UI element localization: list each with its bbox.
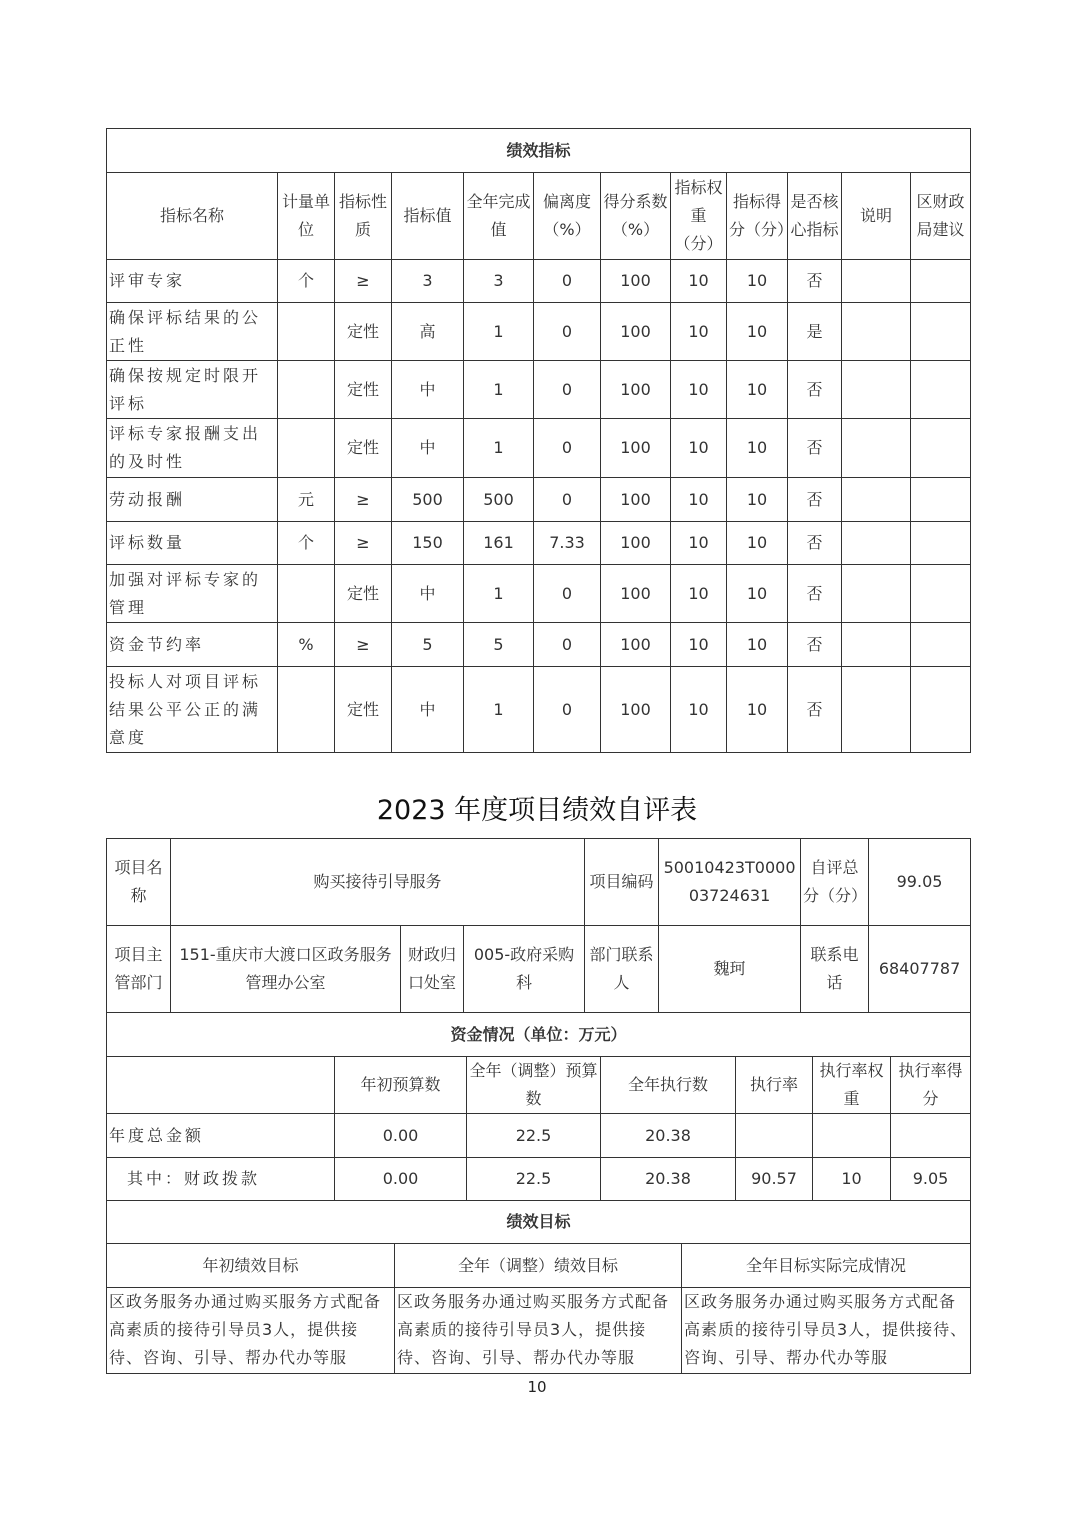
table-cell — [842, 623, 911, 667]
table-cell: 22.5 — [467, 1158, 601, 1201]
column-header: 说明 — [842, 173, 911, 260]
table-cell: 3 — [464, 260, 534, 303]
table-row — [107, 522, 971, 565]
table-cell: 中 — [392, 667, 464, 753]
table-cell — [736, 1114, 813, 1158]
table-cell: 5 — [464, 623, 534, 667]
table-cell — [911, 260, 971, 303]
column-header: 全年执行数 — [601, 1057, 736, 1114]
performance-indicators-table — [106, 128, 971, 753]
table-cell: 100 — [601, 303, 671, 361]
table-cell: 中 — [392, 361, 464, 419]
table-cell: 投标人对项目评标结果公平公正的满意度 — [107, 667, 278, 753]
funds-title: 资金情况（单位：万元） — [107, 1013, 971, 1057]
table-cell: 500 — [464, 478, 534, 522]
table-cell: 元 — [278, 478, 335, 522]
table-cell: 0 — [534, 565, 601, 623]
table-cell: 确保评标结果的公正性 — [107, 303, 278, 361]
table-cell: 确保按规定时限开评标 — [107, 361, 278, 419]
table-cell — [278, 565, 335, 623]
goals-header-row — [107, 1244, 971, 1288]
column-header: 全年完成值 — [464, 173, 534, 260]
table-cell: 0 — [534, 303, 601, 361]
table-cell: 加强对评标专家的管理 — [107, 565, 278, 623]
goals-row — [107, 1288, 971, 1374]
goal-text: 区政务服务办通过购买服务方式配备高素质的接待引导员3人，提供接待、咨询、引导、帮办代办等服 — [395, 1288, 682, 1374]
column-header: 指标值 — [392, 173, 464, 260]
table-cell: 10 — [727, 419, 788, 478]
table-cell: 评审专家 — [107, 260, 278, 303]
table-cell: 否 — [788, 623, 842, 667]
column-header — [107, 1057, 335, 1114]
table-cell: 否 — [788, 478, 842, 522]
column-header: 指标性质 — [335, 173, 392, 260]
project-code-label: 项目编码 — [585, 839, 659, 926]
table-cell: 否 — [788, 667, 842, 753]
form-title: 2023 年度项目绩效自评表 — [376, 795, 698, 826]
column-header: 全年目标实际完成情况 — [682, 1244, 971, 1288]
table-cell: 10 — [671, 361, 727, 419]
score: 99.05 — [869, 839, 971, 926]
table-cell — [911, 623, 971, 667]
goals-title: 绩效目标 — [107, 1201, 971, 1244]
table-cell — [911, 667, 971, 753]
table-cell: ≥ — [335, 260, 392, 303]
table-cell: 否 — [788, 419, 842, 478]
table-cell: 0 — [534, 623, 601, 667]
column-header: 计量单位 — [278, 173, 335, 260]
table-cell: 7.33 — [534, 522, 601, 565]
table-cell: 150 — [392, 522, 464, 565]
table-cell: 10 — [727, 667, 788, 753]
column-header: 全年（调整）预算数 — [467, 1057, 601, 1114]
project-info-table — [106, 838, 971, 1013]
table-cell: 中 — [392, 565, 464, 623]
table-cell: 定性 — [335, 361, 392, 419]
table-cell: 1 — [464, 303, 534, 361]
table-cell — [278, 419, 335, 478]
table-cell — [278, 303, 335, 361]
table-cell: 100 — [601, 478, 671, 522]
section-title: 绩效指标 — [107, 129, 971, 173]
table-cell: 是 — [788, 303, 842, 361]
finance-office: 005-政府采购科 — [464, 926, 585, 1013]
table-cell — [842, 303, 911, 361]
column-header: 得分系数（%） — [601, 173, 671, 260]
table-cell: 高 — [392, 303, 464, 361]
table-cell: 10 — [671, 419, 727, 478]
table-cell — [911, 478, 971, 522]
table-cell — [842, 478, 911, 522]
table-cell: 评标专家报酬支出的及时性 — [107, 419, 278, 478]
column-header: 是否核心指标 — [788, 173, 842, 260]
table-cell: 年度总金额 — [107, 1114, 335, 1158]
table-cell: 个 — [278, 260, 335, 303]
column-header: 执行率得分 — [891, 1057, 971, 1114]
table-cell — [842, 565, 911, 623]
column-header: 年初绩效目标 — [107, 1244, 395, 1288]
table-cell — [911, 303, 971, 361]
table-row — [107, 361, 971, 419]
column-header: 执行率 — [736, 1057, 813, 1114]
table-cell — [911, 565, 971, 623]
finance-office-label: 财政归口处室 — [401, 926, 464, 1013]
table-cell: 100 — [601, 260, 671, 303]
score-label: 自评总分（分） — [801, 839, 869, 926]
page-number: 10 — [527, 1378, 547, 1396]
table-cell: 10 — [727, 623, 788, 667]
table-cell: ≥ — [335, 478, 392, 522]
table-cell: 资金节约率 — [107, 623, 278, 667]
contact-label: 部门联系人 — [585, 926, 659, 1013]
table-cell: ≥ — [335, 522, 392, 565]
table-cell: 9.05 — [891, 1158, 971, 1201]
table-cell: 0 — [534, 260, 601, 303]
table-cell — [278, 667, 335, 753]
table-cell: 10 — [671, 667, 727, 753]
table-cell: 100 — [601, 565, 671, 623]
table-row — [107, 303, 971, 361]
table-cell: 0 — [534, 478, 601, 522]
table-cell: 1 — [464, 361, 534, 419]
table-cell: 20.38 — [601, 1114, 736, 1158]
table-cell — [911, 361, 971, 419]
table-cell: 劳动报酬 — [107, 478, 278, 522]
table-row — [107, 667, 971, 753]
phone: 68407787 — [869, 926, 971, 1013]
table-cell: 100 — [601, 667, 671, 753]
goal-text: 区政务服务办通过购买服务方式配备高素质的接待引导员3人，提供接待、咨询、引导、帮办代办等服 — [682, 1288, 971, 1374]
phone-label: 联系电话 — [801, 926, 869, 1013]
table-cell: 20.38 — [601, 1158, 736, 1201]
table-cell — [891, 1114, 971, 1158]
table-cell: 500 — [392, 478, 464, 522]
goals-table — [106, 1200, 971, 1374]
table-cell: 0 — [534, 667, 601, 753]
funds-header-row — [107, 1057, 971, 1114]
column-header: 全年（调整）绩效目标 — [395, 1244, 682, 1288]
table-cell — [911, 522, 971, 565]
table-cell: 100 — [601, 419, 671, 478]
column-header: 指标名称 — [107, 173, 278, 260]
table-cell: 否 — [788, 361, 842, 419]
table-cell: 10 — [813, 1158, 891, 1201]
project-name: 购买接待引导服务 — [171, 839, 585, 926]
table-cell — [842, 419, 911, 478]
column-header: 执行率权重 — [813, 1057, 891, 1114]
table-row — [107, 419, 971, 478]
table-cell: 100 — [601, 623, 671, 667]
table-cell: % — [278, 623, 335, 667]
table-cell: 10 — [671, 260, 727, 303]
table-cell: 10 — [727, 565, 788, 623]
table-cell: 1 — [464, 419, 534, 478]
header-row — [107, 173, 971, 260]
table-cell — [842, 667, 911, 753]
table-cell: 定性 — [335, 667, 392, 753]
table-cell: 个 — [278, 522, 335, 565]
table-cell: 10 — [727, 522, 788, 565]
dept-label: 项目主管部门 — [107, 926, 171, 1013]
table-cell: 1 — [464, 667, 534, 753]
table-row — [107, 1158, 971, 1201]
table-row — [107, 623, 971, 667]
column-header: 指标权重（分） — [671, 173, 727, 260]
table-row — [107, 478, 971, 522]
table-cell: 161 — [464, 522, 534, 565]
table-cell: 10 — [727, 478, 788, 522]
table-cell: 10 — [727, 260, 788, 303]
table-cell: 10 — [671, 522, 727, 565]
table-cell — [842, 260, 911, 303]
table-cell — [813, 1114, 891, 1158]
table-cell: 10 — [671, 565, 727, 623]
table-cell: 否 — [788, 260, 842, 303]
table-cell: 100 — [601, 361, 671, 419]
dept: 151-重庆市大渡口区政务服务管理办公室 — [171, 926, 401, 1013]
table-row — [107, 565, 971, 623]
column-header: 区财政局建议 — [911, 173, 971, 260]
table-cell: ≥ — [335, 623, 392, 667]
column-header: 偏离度（%） — [534, 173, 601, 260]
table-cell — [278, 361, 335, 419]
funds-table — [106, 1012, 971, 1201]
table-cell: 定性 — [335, 419, 392, 478]
table-cell: 90.57 — [736, 1158, 813, 1201]
table-cell: 10 — [671, 478, 727, 522]
table-cell: 中 — [392, 419, 464, 478]
table-cell: 定性 — [335, 565, 392, 623]
table-cell: 5 — [392, 623, 464, 667]
project-code: 50010423T000003724631 — [659, 839, 801, 926]
table-cell: 10 — [727, 361, 788, 419]
table-cell: 100 — [601, 522, 671, 565]
table-cell: 其中：财政拨款 — [107, 1158, 335, 1201]
contact: 魏珂 — [659, 926, 801, 1013]
column-header: 年初预算数 — [335, 1057, 467, 1114]
table-cell — [842, 361, 911, 419]
table-row — [107, 1114, 971, 1158]
table-cell: 1 — [464, 565, 534, 623]
table-cell: 10 — [727, 303, 788, 361]
table-cell: 10 — [671, 303, 727, 361]
table-cell: 10 — [671, 623, 727, 667]
table-cell: 0 — [534, 419, 601, 478]
table-cell: 0.00 — [335, 1158, 467, 1201]
goal-text: 区政务服务办通过购买服务方式配备高素质的接待引导员3人，提供接待、咨询、引导、帮办代办等服 — [107, 1288, 395, 1374]
table-cell: 3 — [392, 260, 464, 303]
table-cell: 否 — [788, 565, 842, 623]
table-cell: 评标数量 — [107, 522, 278, 565]
column-header: 指标得分（分） — [727, 173, 788, 260]
table-cell: 定性 — [335, 303, 392, 361]
table-row — [107, 260, 971, 303]
table-cell — [842, 522, 911, 565]
table-cell: 22.5 — [467, 1114, 601, 1158]
table-cell: 否 — [788, 522, 842, 565]
table-cell: 0.00 — [335, 1114, 467, 1158]
table-cell: 0 — [534, 361, 601, 419]
project-name-label: 项目名称 — [107, 839, 171, 926]
table-cell — [911, 419, 971, 478]
